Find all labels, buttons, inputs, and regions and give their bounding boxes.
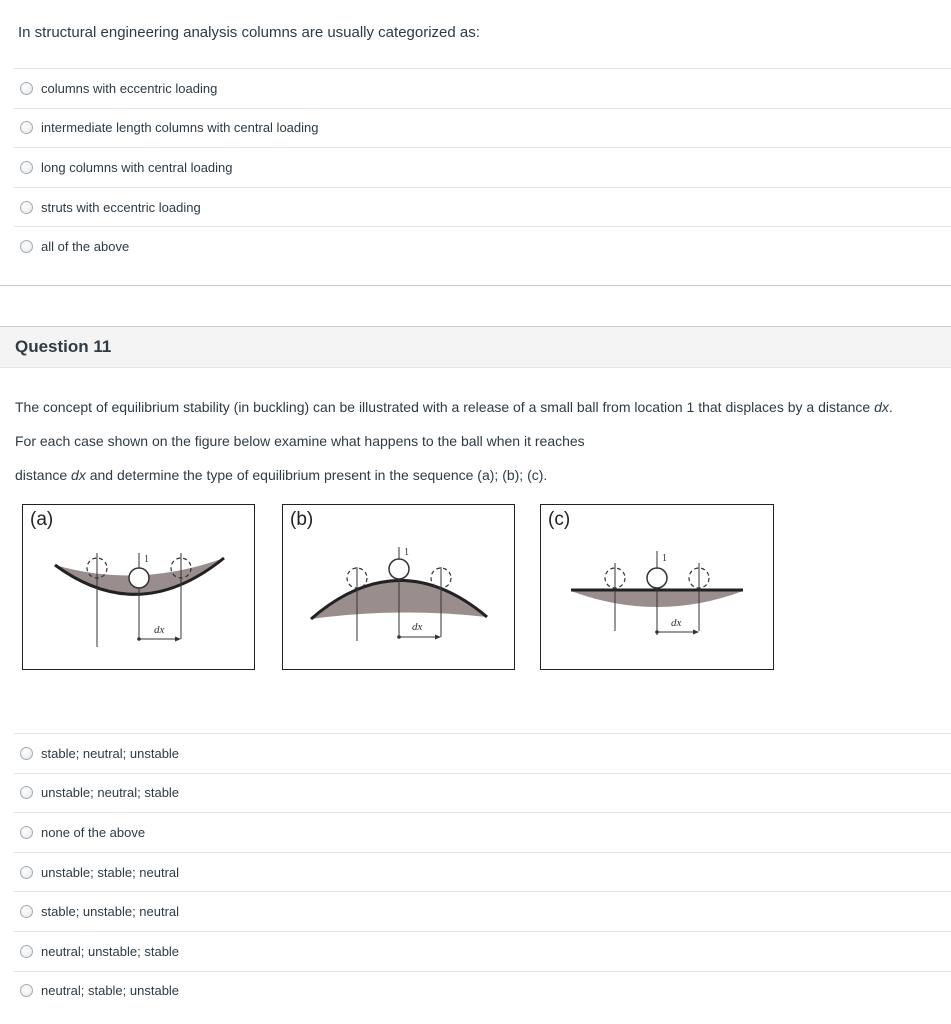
radio-button[interactable] (20, 905, 33, 918)
answer-label: struts with eccentric loading (41, 199, 201, 215)
answer-option[interactable] (14, 68, 951, 108)
dx-origin (137, 637, 141, 641)
answer-label: long columns with central loading (41, 159, 233, 175)
question-text-line: For each case shown on the figure below examine what happens to the ball when it reaches (15, 433, 585, 449)
dx-arrowhead (175, 637, 181, 642)
answer-option[interactable] (14, 931, 951, 971)
answer-label: unstable; neutral; stable (41, 785, 180, 801)
equilibrium-figure (22, 504, 774, 670)
dx-label: dx (412, 621, 423, 633)
answer-option[interactable] (14, 733, 951, 773)
ball (647, 568, 667, 588)
radio-button[interactable] (20, 121, 33, 134)
answer-option[interactable] (14, 108, 951, 148)
answer-option[interactable] (14, 226, 951, 266)
answer-option[interactable] (14, 891, 951, 931)
question-header (0, 326, 951, 368)
radio-button[interactable] (20, 945, 33, 958)
question-text-line: The concept of equilibrium stability (in buckling) can be illustrated with a release of a small ball from location 1 that displaces by a distance dx. (15, 399, 893, 415)
answer-label: stable; unstable; neutral (41, 904, 180, 920)
dx-origin (655, 630, 659, 634)
answer-option[interactable] (14, 971, 951, 1011)
panel-label: (a) (30, 509, 54, 530)
panel-c-drawing (541, 505, 775, 671)
dx-label: dx (154, 624, 165, 636)
question-text: In structural engineering analysis columns are usually categorized as: (18, 24, 480, 41)
answer-option[interactable] (14, 187, 951, 227)
dx-label: dx (671, 617, 682, 629)
answer-option[interactable] (14, 147, 951, 187)
answer-option[interactable] (14, 852, 951, 892)
radio-button[interactable] (20, 201, 33, 214)
answer-label: neutral; unstable; stable (41, 943, 180, 959)
point-label: 1 (662, 553, 667, 564)
radio-button[interactable] (20, 786, 33, 799)
ball (129, 568, 149, 588)
figure-panel-a (22, 504, 255, 670)
dx-arrowhead (435, 635, 441, 640)
radio-button[interactable] (20, 240, 33, 253)
question-text-line: distance dx and determine the type of equilibrium present in the sequence (a); (b); (c). (15, 467, 548, 483)
figure-panel-b (282, 504, 515, 670)
answer-label: stable; neutral; unstable (41, 745, 180, 761)
radio-button[interactable] (20, 866, 33, 879)
dx-arrowhead (693, 630, 699, 635)
radio-button[interactable] (20, 747, 33, 760)
point-label: 1 (144, 554, 149, 565)
answer-label: unstable; stable; neutral (41, 864, 180, 880)
answer-option[interactable] (14, 812, 951, 852)
ball (389, 559, 409, 579)
answer-label: all of the above (41, 239, 130, 255)
question-divider (0, 285, 951, 286)
radio-button[interactable] (20, 82, 33, 95)
point-label: 1 (404, 547, 409, 558)
answer-option[interactable] (14, 773, 951, 813)
question-text (15, 392, 951, 494)
radio-button[interactable] (20, 984, 33, 997)
question-title: Question 11 (15, 337, 112, 356)
radio-button[interactable] (20, 161, 33, 174)
radio-button[interactable] (20, 826, 33, 839)
panel-label: (b) (290, 509, 314, 530)
panel-label: (c) (548, 509, 571, 530)
answer-label: intermediate length columns with central loading (41, 120, 319, 136)
answer-label: neutral; stable; unstable (41, 983, 180, 999)
panel-b-drawing (283, 505, 516, 671)
answer-list-q11 (14, 733, 951, 1010)
answer-label: columns with eccentric loading (41, 80, 218, 96)
answer-list-q10 (14, 68, 951, 266)
panel-a-drawing (23, 505, 256, 671)
answer-label: none of the above (41, 824, 146, 840)
dx-origin (397, 635, 401, 639)
figure-panel-c (540, 504, 774, 670)
